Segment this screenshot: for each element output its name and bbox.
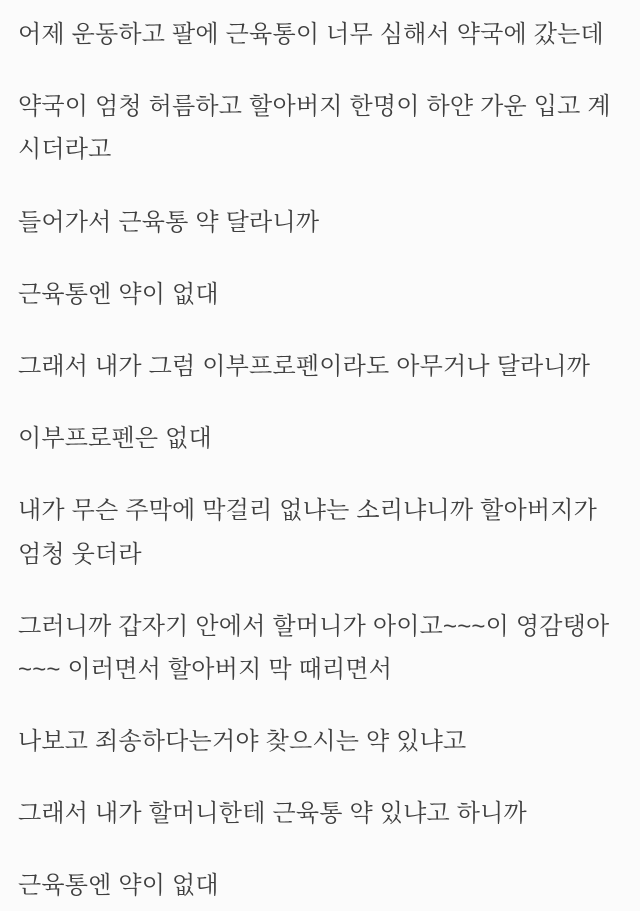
post-paragraph: 그러니까 갑자기 안에서 할머니가 아이고~~~이 영감탱아~~~ 이러면서 할아버지 막 때리면서 — [18, 612, 610, 683]
post-paragraph: 어제 운동하고 팔에 근육통이 너무 심해서 약국에 갔는데 — [18, 21, 604, 48]
post-paragraph: 근육통엔 약이 없대 — [18, 872, 219, 900]
post-paragraph: 그래서 내가 그럼 이부프로펜이라도 아무거나 달라니까 — [18, 352, 591, 380]
post-paragraph: 내가 무슨 주막에 막걸리 없냐는 소리냐니까 할아버지가 엄청 웃더라 — [18, 497, 598, 568]
post-paragraph: 들어가서 근육통 약 달라니까 — [18, 208, 320, 236]
post-paragraph: 근육통엔 약이 없대 — [18, 280, 219, 308]
post-paragraph: 이부프로펜은 없대 — [18, 425, 212, 453]
post-paragraph: 약국이 엄청 허름하고 할아버지 한명이 하얀 가운 입고 계시더라고 — [18, 93, 611, 164]
post-paragraph: 그래서 내가 할머니한테 근육통 약 있냐고 하니까 — [18, 800, 527, 828]
post-paragraph: 나보고 죄송하다는거야 찾으시는 약 있냐고 — [18, 728, 467, 756]
